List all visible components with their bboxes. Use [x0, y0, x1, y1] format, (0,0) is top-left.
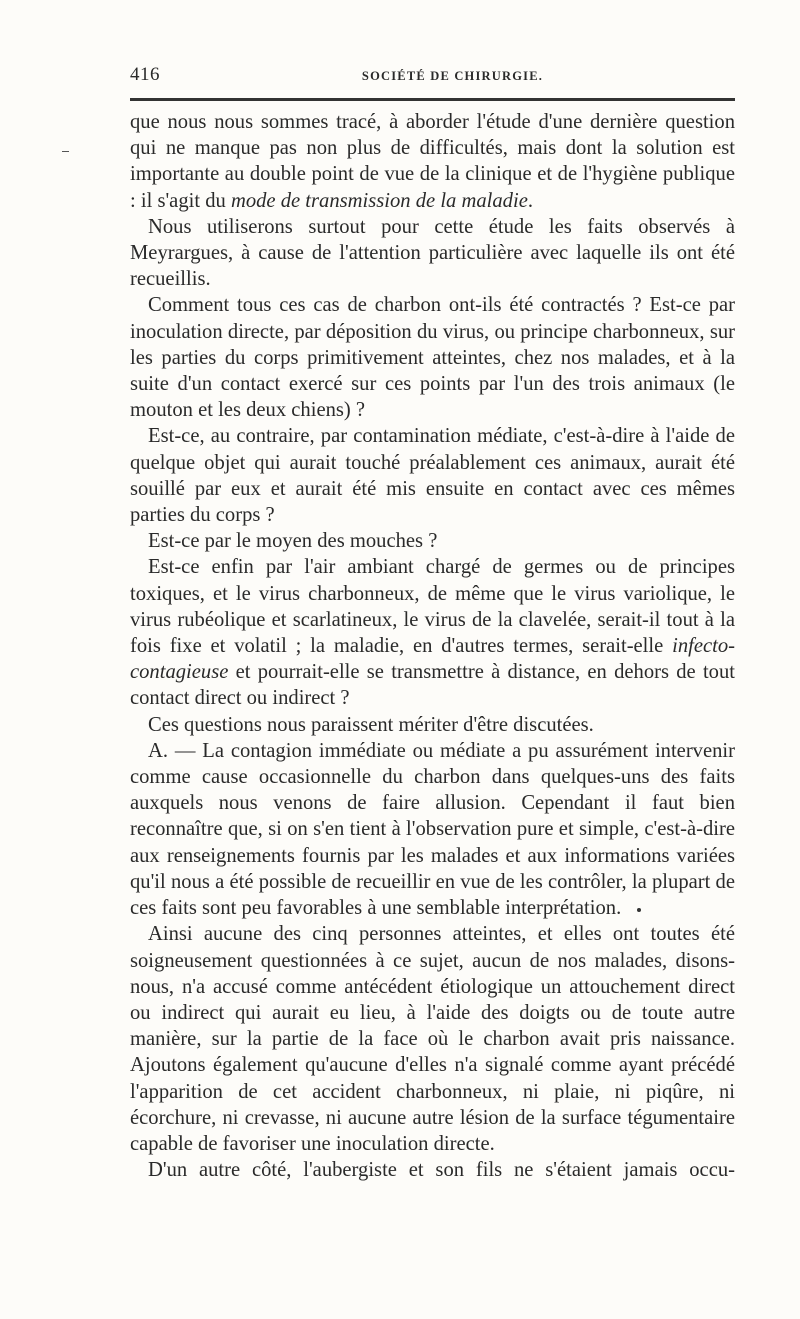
- paragraph-10: D'un autre côté, l'aubergiste et son fils ne s'étaient jamais occu-: [148, 1159, 735, 1182]
- page-header: [130, 62, 735, 88]
- paragraph-3: Comment tous ces cas de charbon ont-ils été contractés ? Est-ce par inoculation directe, par déposition du virus, ou principe charbonneux, sur les parties du corps primitivement atteintes, chez nos malades, et à la suite d'un contact exercé sur ces points par l'un des trois animaux (le mouton et les deux chiens) ?: [130, 294, 735, 422]
- paragraph-5: Est-ce par le moyen des mouches ?: [148, 530, 438, 553]
- paragraph-4: Est-ce, au contraire, par contamination médiate, c'est-à-dire à l'aide de quelque objet qui aurait touché préalablement ces animaux, aurait été souillé par eux et aurait été mis ensuite en contact avec ces mêmes parties du corps ?: [130, 425, 735, 527]
- paragraph-8: A. — La contagion immédiate ou médiate a pu assurément intervenir comme cause occasionnelle du charbon dans quelques-uns des faits auxquels nous venons de faire allusion. Cependant il faut bien reconnaître que, si on s'en tient à l'observation pure et simple, c'est-à-dire aux renseignements fournis par les malades et aux informations variées qu'il nous a été possible de recueillir en vue de les contrôler, la plupart de ces faits sont peu favorables à une semblable interprétation.: [130, 739, 735, 920]
- paragraph-6-emphasis: infecto-contagieuse: [130, 635, 735, 684]
- paragraph-1-text: que nous nous sommes tracé, à aborder l'étude d'une dernière question qui ne manque pas non plus de difficultés, mais dont la solution est importante au double point de vue de la clinique et de l'hygiène publique : il s'agit du: [130, 111, 735, 212]
- paragraph-1-end: .: [527, 189, 533, 212]
- paragraph-1-emphasis: mode de transmission de la maladie: [230, 189, 528, 212]
- paragraph-6-end: et pourrait-elle se transmettre à distance, en dehors de tout contact direct ou indirect ?: [130, 661, 735, 710]
- paragraph-2: Nous utiliserons surtout pour cette étude les faits observés à Meyrargues, à cause de l'attention particulière avec laquelle ils ont été recueillis.: [130, 215, 735, 291]
- page-number: 416: [130, 64, 160, 85]
- header-rule: [130, 98, 735, 101]
- book-page: [130, 62, 735, 1183]
- paragraph-7: Ces questions nous paraissent mériter d'être discutées.: [148, 713, 594, 736]
- ink-speck: [637, 908, 641, 912]
- running-head: SOCIÉTÉ DE CHIRURGIE.: [361, 69, 544, 83]
- paragraph-6: [130, 554, 735, 711]
- paragraph-9: Ainsi aucune des cinq personnes atteintes, et elles ont toutes été soigneusement questionnées à ce sujet, aucun de nos malades, disons-nous, n'a accusé comme antécédent étiologique un attouchement direct ou indirect qui aurait eu lieu, à l'aide des doigts ou de toute autre manière, sur la partie de la face où le charbon avait pris naissance. Ajoutons également qu'aucune d'elles n'a signalé comme ayant précédé l'apparition de cet accident charbonneux, ni plaie, ni piqûre, ni écorchure, ni crevasse, ni aucune autre lésion de la surface tégumentaire capable de favoriser une inoculation directe.: [130, 923, 735, 1155]
- paragraph-1: [130, 109, 735, 214]
- body-text: [130, 109, 735, 1183]
- margin-mark: [62, 151, 69, 152]
- paragraph-6-text: Est-ce enfin par l'air ambiant chargé de germes ou de principes toxiques, et le virus charbonneux, de même que le virus variolique, le virus rubéolique et scarlatineux, le virus de la clavelée, serait-il tout à la fois fixe et volatil ; la maladie, en d'autres termes, serait-elle: [130, 556, 735, 658]
